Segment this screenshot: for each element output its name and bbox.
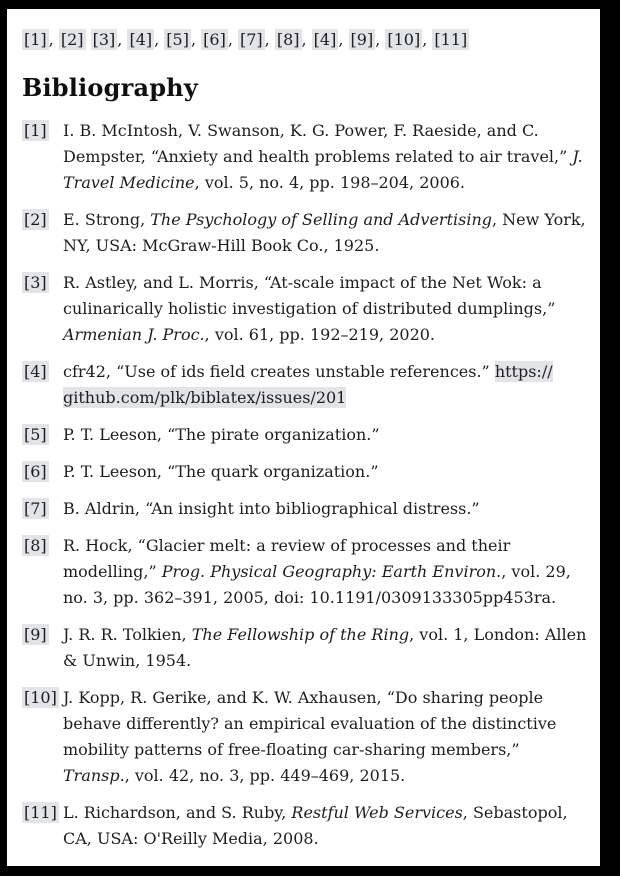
bibliography-entry xyxy=(22,270,588,348)
citation-ref[interactable]: [11] xyxy=(434,30,468,49)
entry-text: Restful Web Services xyxy=(291,803,463,822)
entry-label-cell xyxy=(22,207,63,233)
entry-text: Prog. Physical Geography: Earth Environ. xyxy=(161,562,502,581)
entry-text: , vol. 5, no. 4, pp. 198–204, 2006. xyxy=(194,173,466,192)
citation-ref[interactable]: [9] xyxy=(350,30,374,49)
bibliography-heading: Bibliography xyxy=(22,73,198,102)
entry-text: Transp. xyxy=(63,766,125,785)
bibliography-entry xyxy=(22,359,588,411)
bibliography-entry xyxy=(22,118,588,196)
bibliography-list xyxy=(22,118,588,852)
entry-text: , Sebastopol, CA, USA: O'Reilly Media, 2008. xyxy=(63,803,568,848)
entry-label-cell xyxy=(22,800,63,826)
entry-label[interactable]: [11] xyxy=(24,803,57,822)
entry-content xyxy=(63,207,588,259)
entry-content xyxy=(63,270,588,348)
entry-label[interactable]: [1] xyxy=(24,121,47,140)
entry-text: cfr42, “Use of ids field creates unstable references.” xyxy=(63,362,495,381)
entry-text: I. B. McIntosh, V. Swanson, K. G. Power, F. Raeside, and C. Dempster, “Anxiety and health problems related to air travel,” xyxy=(63,121,573,166)
entry-content xyxy=(63,685,588,789)
citation-ref[interactable]: [3] xyxy=(92,30,116,49)
entry-text: J. Kopp, R. Gerike, and K. W. Axhausen, “Do sharing people behave differently? an empirical evaluation of the distinctive mobility patterns of free-floating car-sharing members,” xyxy=(63,688,557,759)
bibliography-entry xyxy=(22,422,588,448)
entry-label-cell xyxy=(22,422,63,448)
entry-text: P. T. Leeson, “The pirate organization.” xyxy=(63,425,380,444)
entry-content xyxy=(63,359,588,411)
entry-text: J. Travel Medicine xyxy=(63,147,583,192)
citation-ref[interactable]: [1] xyxy=(24,30,47,49)
bibliography-entry xyxy=(22,533,588,611)
entry-label-cell xyxy=(22,685,63,711)
entry-content xyxy=(63,800,588,852)
entry-label-cell xyxy=(22,359,63,385)
citation-ref[interactable]: [10] xyxy=(387,30,421,49)
citation-ref[interactable]: [8] xyxy=(276,30,300,49)
entry-text: , vol. 61, pp. 192–219, 2020. xyxy=(204,325,436,344)
entry-label[interactable]: [8] xyxy=(24,536,47,555)
entry-text: Armenian J. Proc. xyxy=(63,325,205,344)
bibliography-entry xyxy=(22,496,588,522)
entry-label[interactable]: [7] xyxy=(24,499,47,518)
entry-content xyxy=(63,459,588,485)
entry-label[interactable]: [5] xyxy=(24,425,47,444)
citation-ref[interactable]: [5] xyxy=(166,30,189,49)
document-page xyxy=(7,9,600,866)
entry-label[interactable]: [9] xyxy=(24,625,47,644)
entry-text: , vol. 1, London: Allen & Unwin, 1954. xyxy=(63,625,587,670)
bibliography-entry xyxy=(22,622,588,674)
entry-text: The Fellowship of the Ring xyxy=(191,625,410,644)
entry-label[interactable]: [4] xyxy=(24,362,47,381)
entry-text: E. Strong, xyxy=(63,210,151,229)
entry-label-cell xyxy=(22,496,63,522)
citation-ref[interactable]: [7] xyxy=(239,30,263,49)
entry-text: , vol. 42, no. 3, pp. 449–469, 2015. xyxy=(124,766,406,785)
entry-text: J. R. R. Tolkien, xyxy=(63,625,192,644)
entry-text: , vol. 29, no. 3, pp. 362–391, 2005, doi: 10.1191/0309133305pp453ra. xyxy=(63,562,571,607)
entry-label-cell xyxy=(22,118,63,144)
entry-text: , New York, NY, USA: McGraw-Hill Book Co., 1925. xyxy=(63,210,586,255)
entry-text: L. Richardson, and S. Ruby, xyxy=(63,803,292,822)
bibliography-entry xyxy=(22,685,588,789)
entry-label[interactable]: [10] xyxy=(24,688,57,707)
citation-line: [1] , [2] [3] , [4] , [5] , [6] , [7] , [8] , [4] , [9] , [10] , [11] xyxy=(24,30,468,49)
entry-text: R. Astley, and L. Morris, “At-scale impact of the Net Wok: a culinarically holistic investigation of distributed dumplings,” xyxy=(63,273,556,318)
bibliography-entry xyxy=(22,207,588,259)
entry-label[interactable]: [6] xyxy=(24,462,47,481)
citation-ref[interactable]: [2] xyxy=(60,30,84,49)
entry-label-cell xyxy=(22,270,63,296)
entry-content xyxy=(63,496,588,522)
entry-content xyxy=(63,533,588,611)
entry-label[interactable]: [3] xyxy=(24,273,47,292)
entry-content xyxy=(63,622,588,674)
citation-ref[interactable]: [4] xyxy=(129,30,153,49)
entry-label-cell xyxy=(22,459,63,485)
entry-text: The Psychology of Selling and Advertising xyxy=(150,210,492,229)
entry-label-cell xyxy=(22,533,63,559)
entry-label[interactable]: [2] xyxy=(24,210,47,229)
url-link[interactable]: github.com/plk/biblatex/issues/201 xyxy=(63,388,347,407)
citation-ref[interactable]: [6] xyxy=(203,30,226,49)
entry-text: B. Aldrin, “An insight into bibliographical distress.” xyxy=(63,499,480,518)
entry-content xyxy=(63,422,588,448)
url-link[interactable]: https:// xyxy=(494,362,553,381)
bibliography-entry xyxy=(22,800,588,852)
entry-text: R. Hock, “Glacier melt: a review of processes and their modelling,” xyxy=(63,536,511,581)
bibliography-entry xyxy=(22,459,588,485)
entry-text: P. T. Leeson, “The quark organization.” xyxy=(63,462,379,481)
citation-ref[interactable]: [4] xyxy=(313,30,337,49)
entry-content xyxy=(63,118,588,196)
entry-label-cell xyxy=(22,622,63,648)
